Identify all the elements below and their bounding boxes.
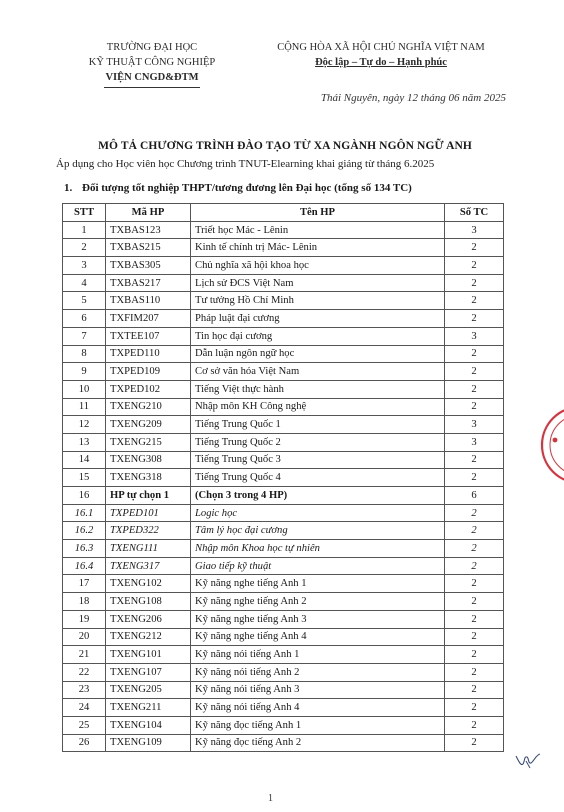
- cell-course-name: [191, 646, 445, 664]
- cell-credits: 3: [445, 433, 504, 451]
- course-name-text: Tiếng Trung Quốc 3: [195, 454, 281, 466]
- cell-course-name: [191, 699, 445, 717]
- cell-course-code: TXENG206: [106, 610, 191, 628]
- table-row: [63, 522, 504, 540]
- cell-credits: 2: [445, 257, 504, 275]
- table-row: [63, 398, 504, 416]
- cell-stt: 23: [63, 681, 106, 699]
- table-row: [63, 257, 504, 275]
- cell-stt: 3: [63, 257, 106, 275]
- cell-stt: 6: [63, 310, 106, 328]
- table-row: [63, 469, 504, 487]
- course-name-text: Nhập môn Khoa học tự nhiên: [195, 542, 320, 554]
- cell-stt: 13: [63, 433, 106, 451]
- cell-course-code: TXBAS123: [106, 221, 191, 239]
- course-name-text: Tin học đại cương: [195, 330, 273, 342]
- course-name-text: Triết học Mác - Lênin: [195, 224, 289, 236]
- cell-course-code: TXBAS217: [106, 274, 191, 292]
- cell-course-code: TXENG210: [106, 398, 191, 416]
- course-name-text: (Chọn 3 trong 4 HP): [195, 489, 288, 501]
- cell-course-name: [191, 221, 445, 239]
- table-row: [63, 451, 504, 469]
- course-name-text: Kỹ năng đọc tiếng Anh 2: [195, 737, 302, 749]
- section-text: Đối tượng tốt nghiệp THPT/tương đương lên Đại học (tổng số 134 TC): [82, 182, 412, 194]
- cell-stt: 25: [63, 716, 106, 734]
- table-row: [63, 327, 504, 345]
- course-name-text: Pháp luật đại cương: [195, 312, 280, 324]
- course-name-text: Kỹ năng nghe tiếng Anh 3: [195, 613, 307, 625]
- course-name-text: Tâm lý học đại cương: [195, 525, 288, 537]
- cell-stt: 10: [63, 380, 106, 398]
- institute-name: VIỆN CNGD&ĐTM: [105, 72, 199, 83]
- cell-stt: 1: [63, 221, 106, 239]
- table-row: [63, 699, 504, 717]
- national-motto: Độc lập – Tự do – Hạnh phúc: [315, 57, 447, 68]
- red-seal-stamp-icon: [536, 400, 564, 490]
- cell-course-name: [191, 557, 445, 575]
- cell-credits: 2: [445, 716, 504, 734]
- table-row: [63, 310, 504, 328]
- cell-credits: 2: [445, 646, 504, 664]
- table-row: [63, 221, 504, 239]
- cell-course-name: [191, 663, 445, 681]
- course-name-text: Nhập môn KH Công nghệ: [195, 401, 307, 413]
- cell-course-code: TXENG109: [106, 734, 191, 752]
- cell-course-name: [191, 257, 445, 275]
- course-name-text: Lịch sử ĐCS Việt Nam: [195, 277, 294, 289]
- course-name-text: Kỹ năng nói tiếng Anh 2: [195, 666, 300, 678]
- cell-stt: 18: [63, 593, 106, 611]
- cell-stt: 16.4: [63, 557, 106, 575]
- cell-credits: 2: [445, 734, 504, 752]
- table-row: [63, 663, 504, 681]
- cell-course-name: [191, 363, 445, 381]
- cell-stt: 11: [63, 398, 106, 416]
- cell-course-name: [191, 716, 445, 734]
- table-row: [63, 628, 504, 646]
- cell-course-code: TXFIM207: [106, 310, 191, 328]
- cell-stt: 9: [63, 363, 106, 381]
- table-row: [63, 345, 504, 363]
- cell-stt: 21: [63, 646, 106, 664]
- table-row: [63, 540, 504, 558]
- cell-course-code: TXBAS305: [106, 257, 191, 275]
- cell-credits: 2: [445, 540, 504, 558]
- cell-course-code: TXPED101: [106, 504, 191, 522]
- cell-course-code: TXPED102: [106, 380, 191, 398]
- cell-stt: 17: [63, 575, 106, 593]
- course-name-text: Chủ nghĩa xã hội khoa học: [195, 259, 309, 271]
- cell-credits: 2: [445, 593, 504, 611]
- cell-course-name: [191, 345, 445, 363]
- table-row: [63, 593, 504, 611]
- cell-stt: 26: [63, 734, 106, 752]
- header-credits: Số TC: [445, 204, 504, 222]
- cell-course-name: [191, 469, 445, 487]
- table-row: [63, 380, 504, 398]
- table-row: [63, 716, 504, 734]
- table-row: [63, 363, 504, 381]
- table-row: [63, 292, 504, 310]
- cell-course-code: TXTEE107: [106, 327, 191, 345]
- cell-credits: 2: [445, 504, 504, 522]
- document-subtitle: Áp dụng cho Học viên học Chương trình TNUT-Elearning khai giảng từ tháng 6.2025: [56, 158, 435, 170]
- table-row: [63, 416, 504, 434]
- cell-course-name: [191, 734, 445, 752]
- cell-course-name: [191, 593, 445, 611]
- cell-credits: 6: [445, 487, 504, 505]
- cell-course-code: TXENG308: [106, 451, 191, 469]
- cell-credits: 2: [445, 557, 504, 575]
- cell-course-name: [191, 575, 445, 593]
- cell-credits: 2: [445, 398, 504, 416]
- course-name-text: Tiếng Trung Quốc 4: [195, 472, 281, 484]
- cell-credits: 2: [445, 469, 504, 487]
- document-title: MÔ TẢ CHƯƠNG TRÌNH ĐÀO TẠO TỪ XA NGÀNH NGÔN NGỮ ANH: [98, 140, 472, 152]
- place-date: Thái Nguyên, ngày 12 tháng 06 năm 2025: [320, 92, 506, 104]
- national-header: [246, 40, 516, 70]
- cell-course-code: TXENG104: [106, 716, 191, 734]
- signature-icon: [514, 752, 542, 770]
- cell-course-code: TXENG317: [106, 557, 191, 575]
- university-name-line2: KỸ THUẬT CÔNG NGHIỆP: [88, 57, 216, 68]
- cell-course-code: TXBAS110: [106, 292, 191, 310]
- cell-course-code: TXENG108: [106, 593, 191, 611]
- cell-course-code: TXENG318: [106, 469, 191, 487]
- cell-credits: 2: [445, 451, 504, 469]
- table-header-row: [63, 204, 504, 222]
- cell-credits: 2: [445, 610, 504, 628]
- cell-course-name: [191, 628, 445, 646]
- course-name-text: Kỹ năng nghe tiếng Anh 1: [195, 578, 307, 590]
- cell-credits: 2: [445, 345, 504, 363]
- course-name-text: Kỹ năng nói tiếng Anh 3: [195, 684, 300, 696]
- cell-credits: 3: [445, 416, 504, 434]
- cell-course-code: TXENG205: [106, 681, 191, 699]
- cell-course-name: [191, 433, 445, 451]
- cell-course-name: [191, 380, 445, 398]
- page-number: 1: [268, 793, 273, 804]
- cell-credits: 2: [445, 310, 504, 328]
- cell-course-code: TXBAS215: [106, 239, 191, 257]
- table-row: [63, 239, 504, 257]
- table-row: [63, 487, 504, 505]
- cell-stt: 2: [63, 239, 106, 257]
- cell-course-name: [191, 398, 445, 416]
- cell-course-code: TXENG107: [106, 663, 191, 681]
- cell-course-name: [191, 504, 445, 522]
- cell-credits: 2: [445, 663, 504, 681]
- cell-credits: 2: [445, 239, 504, 257]
- cell-stt: 22: [63, 663, 106, 681]
- cell-credits: 2: [445, 274, 504, 292]
- course-name-text: Cơ sở văn hóa Việt Nam: [195, 366, 300, 378]
- cell-stt: 12: [63, 416, 106, 434]
- cell-course-name: [191, 487, 445, 505]
- cell-stt: 19: [63, 610, 106, 628]
- section-number: 1.: [64, 182, 73, 194]
- cell-stt: 15: [63, 469, 106, 487]
- header-stt: STT: [63, 204, 106, 222]
- course-table: [62, 203, 504, 752]
- table-row: [63, 433, 504, 451]
- table-row: [63, 274, 504, 292]
- cell-course-code: TXPED322: [106, 522, 191, 540]
- cell-stt: 16: [63, 487, 106, 505]
- course-name-text: Kỹ năng nói tiếng Anh 4: [195, 702, 300, 714]
- cell-stt: 24: [63, 699, 106, 717]
- cell-course-code: TXENG209: [106, 416, 191, 434]
- header-course-name: Tên HP: [191, 204, 445, 222]
- cell-course-code: TXENG211: [106, 699, 191, 717]
- cell-credits: 3: [445, 221, 504, 239]
- cell-course-code: TXENG212: [106, 628, 191, 646]
- cell-credits: 2: [445, 628, 504, 646]
- cell-stt: 4: [63, 274, 106, 292]
- cell-course-name: [191, 310, 445, 328]
- cell-course-name: [191, 327, 445, 345]
- cell-course-name: [191, 610, 445, 628]
- cell-credits: 2: [445, 363, 504, 381]
- cell-course-name: [191, 540, 445, 558]
- course-name-text: Tư tưởng Hồ Chí Minh: [195, 295, 294, 307]
- course-name-text: Kỹ năng nghe tiếng Anh 2: [195, 595, 307, 607]
- cell-credits: 3: [445, 327, 504, 345]
- cell-credits: 2: [445, 699, 504, 717]
- cell-course-name: [191, 239, 445, 257]
- cell-course-code: TXENG101: [106, 646, 191, 664]
- table-body: [63, 221, 504, 752]
- cell-credits: 2: [445, 522, 504, 540]
- cell-stt: 20: [63, 628, 106, 646]
- table-row: [63, 557, 504, 575]
- section-heading: [64, 182, 534, 194]
- cell-stt: 16.3: [63, 540, 106, 558]
- course-name-text: Logic học: [195, 507, 238, 519]
- course-name-text: Dẫn luận ngôn ngữ học: [195, 348, 295, 360]
- institution-underline: [104, 87, 200, 88]
- cell-course-name: [191, 451, 445, 469]
- cell-stt: 7: [63, 327, 106, 345]
- course-name-text: Kỹ năng đọc tiếng Anh 1: [195, 719, 302, 731]
- cell-credits: 2: [445, 575, 504, 593]
- course-name-text: Kỹ năng nói tiếng Anh 1: [195, 649, 300, 661]
- cell-credits: 2: [445, 380, 504, 398]
- table-row: [63, 575, 504, 593]
- cell-course-name: [191, 681, 445, 699]
- table-row: [63, 681, 504, 699]
- cell-course-code: TXPED109: [106, 363, 191, 381]
- cell-stt: 5: [63, 292, 106, 310]
- cell-course-code: TXENG111: [106, 540, 191, 558]
- course-name-text: Tiếng Việt thực hành: [195, 383, 284, 395]
- course-name-text: Tiếng Trung Quốc 2: [195, 436, 281, 448]
- cell-credits: 2: [445, 681, 504, 699]
- cell-stt: 8: [63, 345, 106, 363]
- cell-course-code: TXPED110: [106, 345, 191, 363]
- institution-header: [52, 40, 252, 88]
- course-name-text: Kinh tế chính trị Mác- Lênin: [195, 242, 318, 254]
- cell-course-code: TXENG215: [106, 433, 191, 451]
- cell-credits: 2: [445, 292, 504, 310]
- cell-course-name: [191, 274, 445, 292]
- country-name: CỘNG HÒA XÃ HỘI CHỦ NGHĨA VIỆT NAM: [277, 42, 485, 53]
- cell-course-name: [191, 522, 445, 540]
- table-row: [63, 646, 504, 664]
- course-name-text: Giao tiếp kỹ thuật: [195, 560, 272, 572]
- cell-stt: 14: [63, 451, 106, 469]
- course-name-text: Tiếng Trung Quốc 1: [195, 419, 281, 431]
- cell-stt: 16.2: [63, 522, 106, 540]
- cell-stt: 16.1: [63, 504, 106, 522]
- table-row: [63, 734, 504, 752]
- table-row: [63, 504, 504, 522]
- cell-course-name: [191, 292, 445, 310]
- header-course-code: Mã HP: [106, 204, 191, 222]
- cell-course-code: HP tự chọn 1: [106, 487, 191, 505]
- cell-course-code: TXENG102: [106, 575, 191, 593]
- cell-course-name: [191, 416, 445, 434]
- course-name-text: Kỹ năng nghe tiếng Anh 4: [195, 631, 307, 643]
- table-row: [63, 610, 504, 628]
- university-name-line1: TRƯỜNG ĐẠI HỌC: [106, 42, 198, 53]
